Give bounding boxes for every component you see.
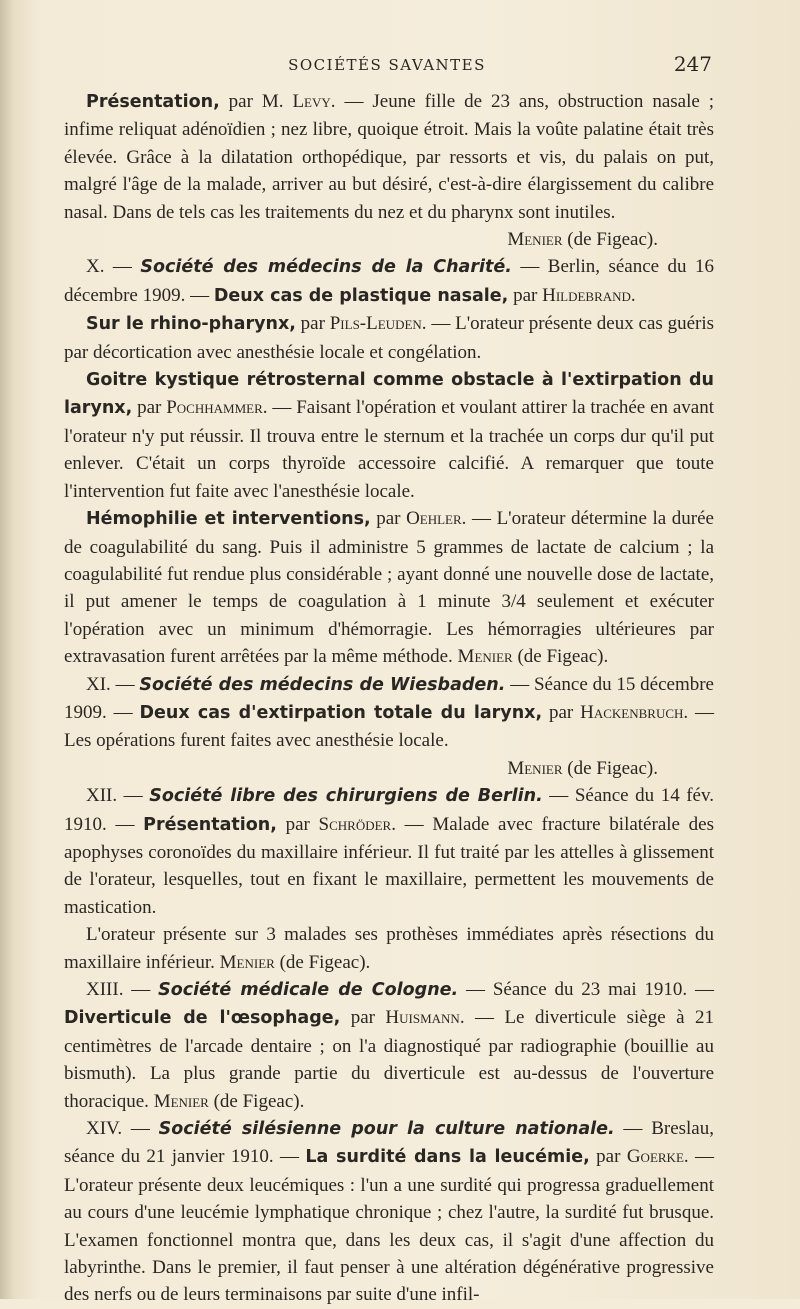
entry-text: L'orateur présente sur 3 malades ses prothèses immédiates après résections du maxillaire inférieur. xyxy=(64,924,714,973)
signature-place: (de Figeac). xyxy=(562,229,658,251)
page-number: 247 xyxy=(673,52,712,76)
signature xyxy=(64,755,714,782)
signature-name: Menier xyxy=(507,229,563,251)
by-text: par xyxy=(370,508,407,530)
author-name: Levy xyxy=(292,91,331,112)
by-text: par xyxy=(589,1146,627,1168)
author-name: Schröder xyxy=(318,813,392,835)
author-name: Oehler xyxy=(406,508,462,530)
section-xiii-cologne xyxy=(64,976,714,1115)
entry-title: Goitre kystique rétrosternal comme obstacle à l'extirpation du larynx, xyxy=(64,370,714,419)
signature-place: (de Figeac). xyxy=(512,646,609,668)
section-number: XII. — xyxy=(86,785,150,807)
by-text: par xyxy=(508,284,543,306)
section-number: X. — xyxy=(86,256,141,278)
session-info: — Séance du 23 mai 1910. — xyxy=(458,979,715,1000)
society-name: Société des médecins de Wiesbaden. xyxy=(139,674,506,695)
signature-name: Menier xyxy=(507,757,563,779)
entry-text: . — Jeune fille de 23 ans, obstruction nasale ; infime reliquat adénoïdien ; nez libre, quoique étroit. Mais la voûte palatine était très élevée. Grâce à la dilatation orthopédique, par ressorts et vis, du palais on put, malgré l'âge de la malade, arriver au but désiré, c'est-à-dire élargissement du calibre nasal. Dans de tels cas les traitements du nez et du pharynx sont inutiles. xyxy=(64,91,715,223)
signature xyxy=(64,226,714,253)
signature-name: Menier xyxy=(219,951,275,973)
entry-title: Présentation, xyxy=(86,92,220,112)
session-info: — Séance du 15 décembre 1909. — xyxy=(64,673,714,723)
section-x-charite xyxy=(64,253,714,310)
entry-text: . — L'orateur présente deux cas guéris par décortication avec anesthésie locale et congélation. xyxy=(64,313,715,363)
entry-text: . — Le diverticule siège à 21 centimètres de l'arcade dentaire ; on l'a diagnostiqué par radiographie (bouillie au bismuth). La plus grande partie du diverticule est au-dessus de l'ouverture thoracique. xyxy=(64,1007,714,1112)
author-name: Pochhammer xyxy=(166,397,263,419)
signature-place: (de Figeac). xyxy=(274,951,371,973)
entry-text: . — Faisant l'opération et voulant attirer la trachée en avant l'orateur n'y put réussir. Il trouva entre le sternum et la trachée un corps dur qu'il put enlever. C'était un corps thyroïde accessoire calcifié. A remarquer que toute l'intervention fut faite avec l'anesthésie locale. xyxy=(64,397,715,502)
society-name: Société libre des chirurgiens de Berlin. xyxy=(149,786,543,807)
running-head: SOCIÉTÉS SAVANTES xyxy=(288,56,486,74)
section-number: XIII. — xyxy=(86,979,159,1000)
entry-title: Deux cas de plastique nasale, xyxy=(213,285,509,306)
entry-title: La surdité dans la leucémie, xyxy=(305,1147,590,1168)
author-name: Hackenbruch xyxy=(580,701,684,723)
section-number: XIV. — xyxy=(86,1118,159,1140)
session-info: — Séance du 14 fév. 1910. — xyxy=(64,785,715,835)
author-name: Huismann xyxy=(385,1007,460,1029)
entry-title: Deux cas d'extirpation totale du larynx, xyxy=(139,702,543,723)
author-name: Pils-Leuden xyxy=(329,313,422,335)
article-body xyxy=(64,88,714,1309)
session-info: — Breslau, séance du 21 janvier 1910. — xyxy=(64,1118,714,1168)
entry-title: Hémophilie et interventions, xyxy=(86,509,371,530)
author-name: Hildebrand xyxy=(542,284,631,306)
paragraph-goitre xyxy=(64,366,714,505)
signature-name: Menier xyxy=(153,1090,209,1112)
signature-name: Menier xyxy=(457,646,513,668)
entry-text: . — L'orateur détermine la durée de coagulabilité du sang. Puis il administre 5 grammes de lactate de calcium ; la coagulabilité fut rendue plus considérable ; ayant donné une nouvelle dose de lactate, il put amener le temps de coagulation à 1 minute 3/4 seulement et exécuter l'opération avec un minimum d'hémorragie. Les hémorragies ultérieures par extravasation furent arrêtées par la même méthode. xyxy=(64,508,714,668)
entry-text: . — L'orateur présente deux leucémiques : l'un a une surdité qui progressa graduellement au cours d'une leucémie lymphatique chronique ; chez l'autre, la surdité fut brusque. L'examen fonctionnel montra que, dans les deux cas, il s'agit d'une affection du labyrinthe. Dans le premier, il faut penser à une altération dégénérative progressive des nerfs ou de leurs terminaisons par suite d'une infil- xyxy=(64,1146,715,1306)
author-name: Goerke xyxy=(626,1146,684,1168)
paragraph-rhino-pharynx xyxy=(64,310,714,366)
section-xiv-breslau xyxy=(64,1115,714,1309)
by-text: par xyxy=(276,813,319,835)
entry-text: . xyxy=(630,284,636,306)
society-name: Société des médecins de la Charité. xyxy=(140,257,512,278)
entry-text: . — Malade avec fracture bilatérale des apophyses coronoïdes du maxillaire inférieur. Il fut traité par les attelles à glissement de l'orateur, lesquelles, tout en fixant le maxillaire, permettent les mouvements de mastication. xyxy=(64,813,714,918)
signature-place: (de Figeac). xyxy=(208,1090,305,1112)
paragraph-hemophilie xyxy=(64,505,714,670)
society-name: Société médicale de Cologne. xyxy=(158,980,459,1000)
by-text: par M. xyxy=(219,91,293,112)
session-info: — Berlin, séance du 16 décembre 1909. — xyxy=(64,256,714,306)
by-text: par xyxy=(340,1007,386,1029)
by-text: par xyxy=(542,701,581,723)
paragraph-protheses xyxy=(64,921,714,976)
page-header xyxy=(62,52,712,78)
signature-place: (de Figeac). xyxy=(562,757,658,779)
entry-title: Diverticule de l'œsophage, xyxy=(64,1008,341,1029)
section-xii-berlin xyxy=(64,782,714,921)
society-name: Société silésienne pour la culture nationale. xyxy=(158,1119,615,1140)
entry-title: Sur le rhino-pharynx, xyxy=(86,314,296,335)
entry-title: Présentation, xyxy=(143,814,277,835)
entry-text: . — Les opérations furent faites avec anesthésie locale. xyxy=(64,701,715,752)
section-number: XI. — xyxy=(86,673,140,695)
by-text: par xyxy=(132,397,167,419)
paragraph-levy xyxy=(64,88,714,226)
by-text: par xyxy=(295,313,330,335)
section-xi-wiesbaden xyxy=(64,671,714,755)
